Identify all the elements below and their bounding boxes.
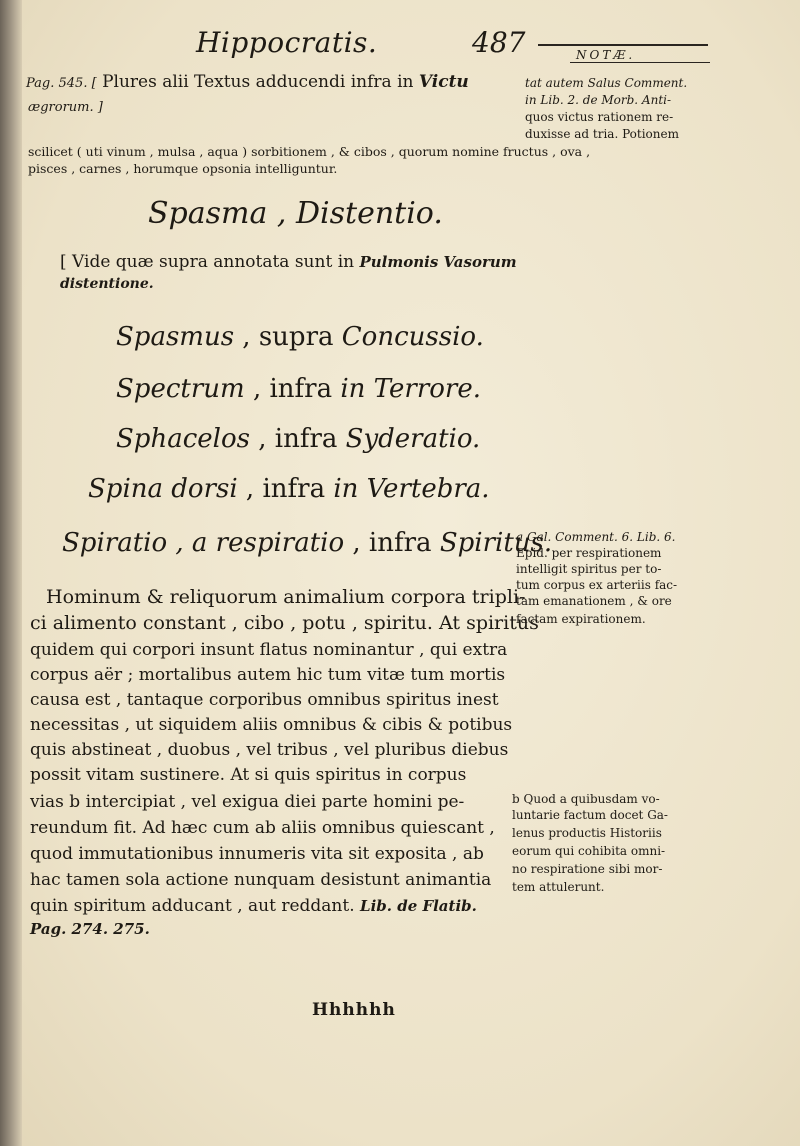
entry-head: Spasmus (116, 322, 235, 352)
entry-spasmus (116, 322, 484, 352)
entry-spiratio (62, 528, 552, 558)
entry-sep: , supra (234, 322, 342, 352)
note-b-1: b Quod a quibusdam vo- (512, 792, 660, 806)
note-a-1: a Gal. Comment. 6. Lib. 6. (516, 530, 676, 544)
note-b-3: lenus productis Historiis (512, 826, 662, 840)
main-line-5: causa est , tantaque corporibus omnibus spiritus inest (30, 690, 499, 710)
binding-gutter (0, 0, 22, 1146)
side-note-top-3: quos victus rationem re- (525, 110, 674, 124)
side-note-top-2: in Lib. 2. de Morb. Anti- (525, 93, 672, 107)
main-line-4: corpus aër ; mortalibus autem hic tum vitæ tum mortis (30, 665, 506, 685)
page-number: 487 (472, 26, 526, 59)
note-a-2: Epid. per respirationem (516, 546, 662, 560)
note-a-5: tam emanationem , & ore (516, 594, 672, 608)
entry-sep: , infra (244, 374, 341, 404)
main-line-2: ci alimento constant , cibo , potu , spiritu. At spiritus (30, 612, 539, 634)
entry-sep: , infra (237, 474, 334, 504)
main-line-13 (30, 896, 477, 916)
main-line-3: quidem qui corpori insunt flatus nominantur , qui extra (30, 640, 508, 660)
entry-head: Spiratio , a respiratio (62, 528, 345, 558)
note-b-5: no respiratione sibi mor- (512, 862, 663, 876)
main-line-10: reundum fit. Ad hæc cum ab aliis omnibus quiescant , (30, 818, 495, 838)
note-a-4: tum corpus ex arteriis fac- (516, 578, 678, 592)
spasma-body-italic: Pulmonis Vasorum (359, 253, 517, 271)
entry-head: Sphacelos (116, 424, 250, 454)
spasma-body-line2: distentione. (60, 276, 154, 292)
headword-spasma: Spasma , Distentio. (148, 196, 443, 231)
signature-mark: Hhhhhh (312, 1000, 396, 1020)
spasma-body-line1 (60, 252, 517, 272)
page-reference: Pag. 545. [ (26, 76, 97, 91)
main-line-12: hac tamen sola actione nunquam desistunt animantia (30, 870, 492, 890)
main-line-14: Pag. 274. 275. (30, 920, 150, 938)
main-line-8: possit vitam sustinere. At si quis spiritus in corpus (30, 765, 467, 785)
side-note-top-4: duxisse ad tria. Potionem (525, 127, 679, 141)
entry-ref: Syderatio. (345, 424, 481, 454)
first-entry-line4: pisces , carnes , horumque opsonia intelliguntur. (28, 161, 338, 176)
entry-ref: in Vertebra. (333, 474, 490, 504)
main-line-6: necessitas , ut siquidem aliis omnibus & cibis & potibus (30, 715, 513, 735)
entry-sep: , infra (249, 424, 346, 454)
notae-rule (538, 44, 708, 46)
entry-ref: in Terrore. (340, 374, 481, 404)
running-title: Hippocratis. (196, 26, 378, 59)
entry-sphacelos (116, 424, 480, 454)
main-line-1: Hominum & reliquorum animalium corpora tripli- (46, 586, 526, 608)
entry-spina-dorsi (88, 474, 490, 504)
entry-head: Spectrum (116, 374, 245, 404)
entry-ref: Spiritus. (439, 528, 553, 558)
note-a-3: intelligit spiritus per to- (516, 562, 662, 576)
first-entry-ref2: ægrorum. ] (28, 100, 103, 115)
main-line-7: quis abstineat , duobus , vel tribus , vel pluribus diebus (30, 740, 509, 760)
main-citation: Lib. de Flatib. (360, 897, 477, 915)
first-entry-line3: scilicet ( uti vinum , mulsa , aqua ) sorbitionem , & cibos , quorum nomine fructus , ova , (28, 144, 591, 159)
entry-head: Spina dorsi (88, 474, 238, 504)
notae-rule-lower (570, 62, 710, 63)
entry-sep: , infra (344, 528, 440, 558)
note-b-4: eorum qui cohibita omni- (512, 844, 666, 858)
note-b-2: luntarie factum docet Ga- (512, 808, 668, 822)
spasma-body-pre: [ Vide quæ supra annotata sunt in (60, 252, 355, 272)
note-b-6: tem attulerunt. (512, 880, 605, 894)
entry-spectrum (116, 374, 481, 404)
main-line-13-text: quin spiritum adducant , aut reddant. (30, 896, 355, 916)
victu-word: Victu (418, 72, 469, 92)
main-line-11: quod immutationibus innumeris vita sit exposita , ab (30, 844, 484, 864)
notae-label: NOTÆ. (576, 48, 636, 62)
side-note-top-1: tat autem Salus Comment. (525, 76, 688, 90)
first-entry-line1 (26, 72, 469, 92)
note-a-6: factam expirationem. (516, 612, 646, 626)
first-entry-text: Plures alii Textus adducendi infra in (102, 72, 414, 92)
entry-ref: Concussio. (341, 322, 484, 352)
main-line-9: vias b intercipiat , vel exigua diei parte homini pe- (30, 792, 465, 812)
